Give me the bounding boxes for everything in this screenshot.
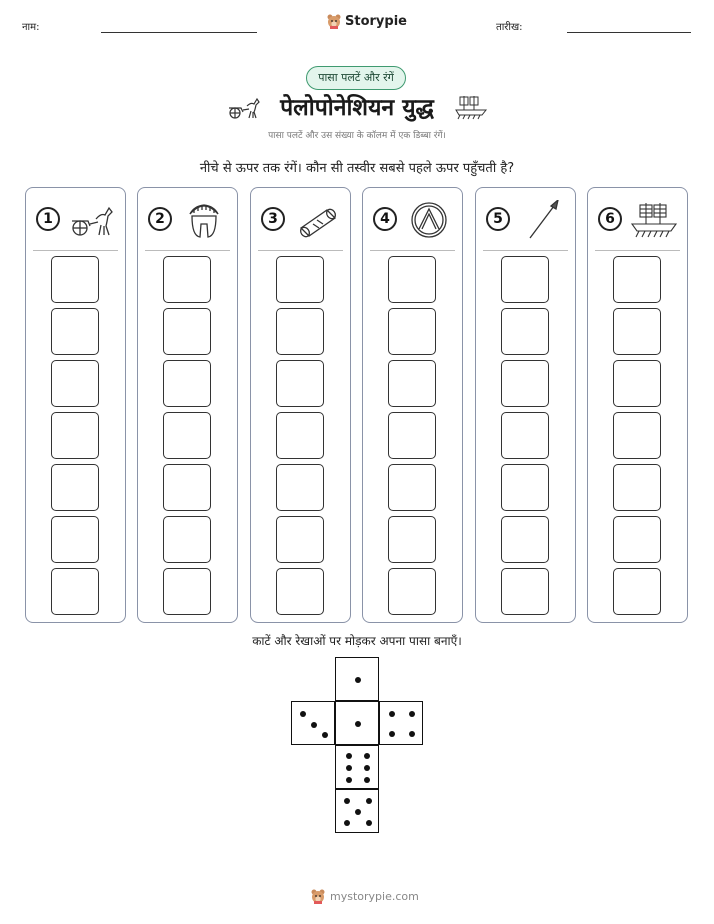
column-2 bbox=[137, 187, 238, 623]
color-box[interactable] bbox=[276, 308, 324, 355]
color-box[interactable] bbox=[51, 360, 99, 407]
shield-icon bbox=[405, 200, 453, 240]
color-box[interactable] bbox=[388, 464, 436, 511]
column-divider bbox=[595, 250, 680, 251]
color-box[interactable] bbox=[388, 516, 436, 563]
color-box[interactable] bbox=[51, 256, 99, 303]
name-label: नाम: bbox=[22, 22, 40, 33]
color-box[interactable] bbox=[51, 568, 99, 615]
column-divider bbox=[145, 250, 230, 251]
color-box[interactable] bbox=[613, 360, 661, 407]
instruction-text: नीचे से ऊपर तक रंगें। कौन सी तस्वीर सबसे पहले ऊपर पहुँचती है? bbox=[199, 161, 515, 176]
color-box[interactable] bbox=[388, 360, 436, 407]
color-box[interactable] bbox=[613, 516, 661, 563]
column-divider bbox=[258, 250, 343, 251]
color-box[interactable] bbox=[276, 256, 324, 303]
color-box[interactable] bbox=[163, 412, 211, 459]
dice-pip bbox=[389, 711, 395, 717]
color-box[interactable] bbox=[501, 412, 549, 459]
color-box[interactable] bbox=[163, 568, 211, 615]
dice-face bbox=[335, 789, 379, 833]
helmet-icon bbox=[180, 200, 228, 240]
color-box[interactable] bbox=[501, 256, 549, 303]
dice-pip bbox=[355, 721, 361, 727]
color-box[interactable] bbox=[613, 412, 661, 459]
dice-pip bbox=[344, 820, 350, 826]
dice-face bbox=[335, 745, 379, 789]
column-1 bbox=[25, 187, 126, 623]
dice-pip bbox=[346, 765, 352, 771]
color-box[interactable] bbox=[163, 256, 211, 303]
dice-pip bbox=[300, 711, 306, 717]
dice-pip bbox=[364, 765, 370, 771]
trireme-ship-icon bbox=[454, 94, 488, 120]
footer bbox=[310, 888, 419, 904]
date-label: तारीख: bbox=[496, 22, 523, 33]
dice-face bbox=[379, 701, 423, 745]
dice-face bbox=[291, 701, 335, 745]
scroll-icon bbox=[293, 200, 341, 240]
dice-pip bbox=[409, 711, 415, 717]
color-box[interactable] bbox=[51, 516, 99, 563]
trireme-ship-icon bbox=[630, 200, 678, 240]
spear-icon bbox=[518, 200, 566, 240]
page-title: पेलोपोनेशियन युद्ध bbox=[280, 95, 434, 121]
column-number: 3 bbox=[261, 207, 285, 231]
dice-pip bbox=[322, 732, 328, 738]
color-box[interactable] bbox=[388, 256, 436, 303]
brand-name: Storypie bbox=[345, 13, 407, 29]
column-3 bbox=[250, 187, 351, 623]
bear-icon bbox=[310, 888, 326, 904]
chariot-icon bbox=[68, 200, 116, 240]
color-box[interactable] bbox=[613, 464, 661, 511]
dice-pip bbox=[344, 798, 350, 804]
color-box[interactable] bbox=[163, 464, 211, 511]
color-box[interactable] bbox=[613, 256, 661, 303]
dice-pip bbox=[389, 731, 395, 737]
color-box[interactable] bbox=[501, 464, 549, 511]
dice-pip bbox=[409, 731, 415, 737]
bear-icon bbox=[326, 13, 342, 29]
color-box[interactable] bbox=[613, 568, 661, 615]
color-box[interactable] bbox=[501, 360, 549, 407]
color-box[interactable] bbox=[51, 412, 99, 459]
dice-pip bbox=[346, 777, 352, 783]
column-number: 1 bbox=[36, 207, 60, 231]
name-line bbox=[101, 32, 257, 33]
storypie-logo bbox=[326, 13, 407, 29]
color-box[interactable] bbox=[163, 516, 211, 563]
dice-pip bbox=[364, 777, 370, 783]
dice-face bbox=[335, 657, 379, 701]
column-divider bbox=[370, 250, 455, 251]
color-box[interactable] bbox=[276, 412, 324, 459]
column-6 bbox=[587, 187, 688, 623]
column-number: 5 bbox=[486, 207, 510, 231]
column-number: 6 bbox=[598, 207, 622, 231]
dice-pip bbox=[355, 677, 361, 683]
color-box[interactable] bbox=[276, 568, 324, 615]
color-box[interactable] bbox=[501, 516, 549, 563]
dice-pip bbox=[346, 753, 352, 759]
activity-pill: पासा पलटें और रंगें bbox=[306, 66, 406, 90]
color-box[interactable] bbox=[51, 464, 99, 511]
dice-pip bbox=[311, 722, 317, 728]
color-box[interactable] bbox=[163, 360, 211, 407]
dice-pip bbox=[355, 809, 361, 815]
cut-instruction: काटें और रेखाओं पर मोड़कर अपना पासा बनाएँ। bbox=[252, 634, 462, 648]
dice-face bbox=[335, 701, 379, 745]
color-box[interactable] bbox=[276, 360, 324, 407]
color-box[interactable] bbox=[501, 568, 549, 615]
dice-pip bbox=[366, 820, 372, 826]
color-box[interactable] bbox=[51, 308, 99, 355]
date-line bbox=[567, 32, 691, 33]
column-divider bbox=[33, 250, 118, 251]
dice-pip bbox=[364, 753, 370, 759]
color-box[interactable] bbox=[163, 308, 211, 355]
color-box[interactable] bbox=[388, 568, 436, 615]
dice-pip bbox=[366, 798, 372, 804]
color-box[interactable] bbox=[276, 516, 324, 563]
color-box[interactable] bbox=[388, 412, 436, 459]
page-subtitle: पासा पलटें और उस संख्या के कॉलम में एक डिब्बा रंगें। bbox=[268, 131, 446, 141]
column-divider bbox=[483, 250, 568, 251]
column-5 bbox=[475, 187, 576, 623]
color-box[interactable] bbox=[501, 308, 549, 355]
column-number: 4 bbox=[373, 207, 397, 231]
footer-url: mystorypie.com bbox=[330, 889, 419, 903]
column-4 bbox=[362, 187, 463, 623]
color-box[interactable] bbox=[613, 308, 661, 355]
column-number: 2 bbox=[148, 207, 172, 231]
color-box[interactable] bbox=[388, 308, 436, 355]
color-box[interactable] bbox=[276, 464, 324, 511]
